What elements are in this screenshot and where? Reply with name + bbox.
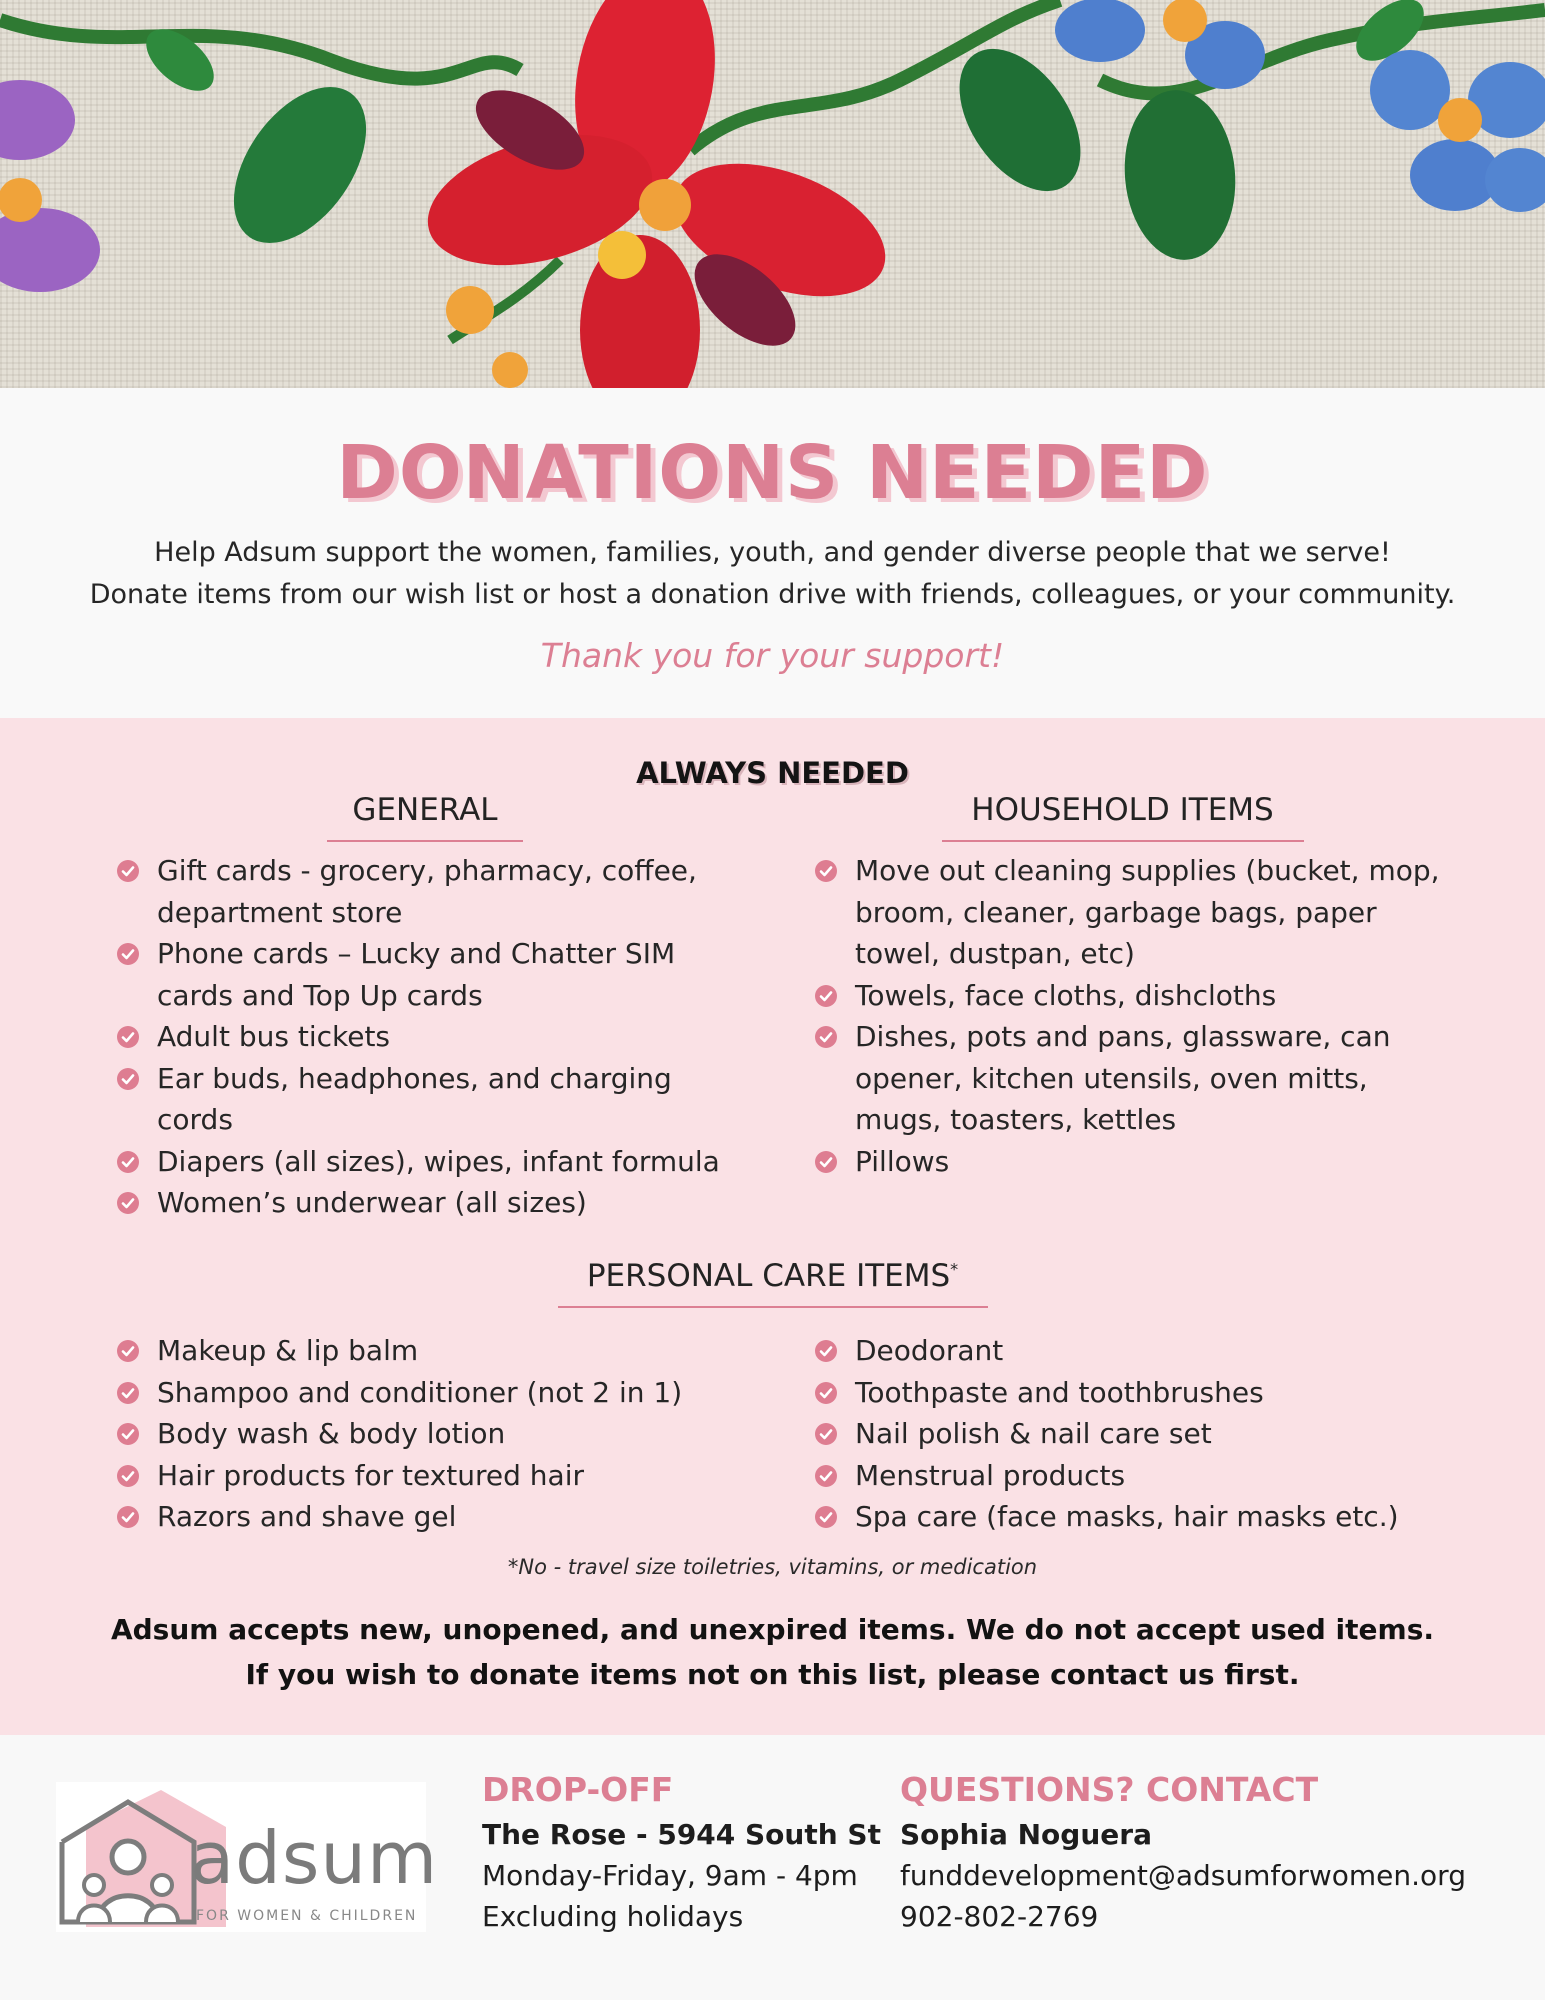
checkmark-icon bbox=[815, 860, 837, 882]
list-item-text: opener, kitchen utensils, oven mitts, bbox=[855, 1061, 1368, 1095]
list-item-text: Nail polish & nail care set bbox=[855, 1417, 1212, 1450]
list-item bbox=[815, 850, 1465, 975]
list-item bbox=[117, 1016, 737, 1058]
checkmark-icon bbox=[815, 1340, 837, 1362]
list-item-text: Toothpaste and toothbrushes bbox=[855, 1375, 1264, 1409]
checkmark-icon bbox=[117, 1423, 139, 1445]
list-item-text: Phone cards – Lucky and Chatter SIM bbox=[157, 937, 676, 970]
list-item bbox=[117, 1058, 737, 1141]
personal-care-right-list bbox=[815, 1330, 1465, 1538]
donation-policy bbox=[0, 1607, 1545, 1697]
dropoff-note: Excluding holidays bbox=[482, 1900, 744, 1933]
personal-care-heading-label: PERSONAL CARE ITEMS bbox=[586, 1258, 951, 1294]
list-item bbox=[815, 1016, 1465, 1141]
checkmark-icon bbox=[117, 1465, 139, 1487]
checkmark-icon bbox=[117, 943, 139, 965]
checkmark-icon bbox=[815, 1151, 837, 1173]
checkmark-icon bbox=[117, 860, 139, 882]
dropoff-hours: Monday-Friday, 9am - 4pm bbox=[482, 1859, 858, 1892]
list-item-text: Pillows bbox=[855, 1144, 950, 1178]
contact-name: Sophia Noguera bbox=[900, 1818, 1152, 1851]
household-list bbox=[815, 850, 1465, 1182]
list-item-text: Adult bus tickets bbox=[157, 1020, 391, 1053]
list-item-text: Women’s underwear (all sizes) bbox=[157, 1186, 587, 1219]
page-title: DONATIONS NEEDED bbox=[336, 430, 1209, 516]
contact-email[interactable]: funddevelopment@adsumforwomen.org bbox=[900, 1859, 1466, 1892]
checkmark-icon bbox=[117, 1340, 139, 1362]
contact-heading: QUESTIONS? CONTACT bbox=[900, 1770, 1319, 1809]
dropoff-location: The Rose - 5944 South St bbox=[482, 1818, 881, 1851]
list-item-text: mugs, toasters, kettles bbox=[855, 1103, 1177, 1136]
list-item-text: department store bbox=[157, 895, 403, 929]
heading-underline bbox=[558, 1306, 988, 1308]
list-item bbox=[117, 1413, 737, 1455]
floral-embroidery-illustration bbox=[0, 0, 1545, 388]
list-item bbox=[815, 1330, 1465, 1372]
household-heading bbox=[930, 792, 1315, 842]
list-item bbox=[117, 1141, 737, 1183]
checkmark-icon bbox=[815, 1465, 837, 1487]
list-item-text: Gift cards - grocery, pharmacy, coffee, bbox=[157, 854, 697, 887]
list-item bbox=[815, 1413, 1465, 1455]
thank-you-text: Thank you for your support! bbox=[540, 636, 1005, 675]
list-item-text: Towels, face cloths, dishcloths bbox=[855, 978, 1277, 1012]
logo-wordmark: adsum bbox=[190, 1816, 439, 1900]
checkmark-icon bbox=[815, 985, 837, 1007]
list-item-text: Deodorant bbox=[855, 1334, 1004, 1367]
list-item-text: cards and Top Up cards bbox=[157, 978, 483, 1012]
list-item-text: Dishes, pots and pans, glassware, can bbox=[855, 1020, 1391, 1053]
list-item bbox=[117, 933, 737, 1016]
personal-care-left-list bbox=[117, 1330, 737, 1538]
list-item bbox=[815, 1455, 1465, 1497]
list-item bbox=[117, 1330, 737, 1372]
checkmark-icon bbox=[815, 1423, 837, 1445]
logo-tagline: FOR WOMEN & CHILDREN bbox=[196, 1908, 418, 1924]
list-item-text: towel, dustpan, etc) bbox=[855, 937, 1135, 970]
list-item bbox=[117, 1455, 737, 1497]
general-list bbox=[117, 850, 737, 1224]
checkmark-icon bbox=[117, 1151, 139, 1173]
general-heading bbox=[320, 792, 530, 842]
list-item bbox=[117, 1372, 737, 1414]
policy-line: Adsum accepts new, unopened, and unexpired items. We do not accept used items. bbox=[110, 1613, 1435, 1646]
checkmark-icon bbox=[815, 1382, 837, 1404]
list-item bbox=[815, 1496, 1465, 1538]
list-item-text: Move out cleaning supplies (bucket, mop, bbox=[855, 854, 1440, 887]
checkmark-icon bbox=[815, 1026, 837, 1048]
list-item bbox=[815, 1372, 1465, 1414]
list-item bbox=[815, 1141, 1465, 1183]
personal-care-heading bbox=[555, 1258, 990, 1308]
checkmark-icon bbox=[117, 1192, 139, 1214]
dropoff-heading: DROP-OFF bbox=[482, 1770, 674, 1809]
embroidery-banner bbox=[0, 0, 1545, 388]
checkmark-icon bbox=[815, 1506, 837, 1528]
list-item-text: Body wash & body lotion bbox=[157, 1417, 506, 1450]
checkmark-icon bbox=[117, 1506, 139, 1528]
checkmark-icon bbox=[117, 1382, 139, 1404]
heading-underline bbox=[942, 840, 1304, 842]
list-item-text: Spa care (face masks, hair masks etc.) bbox=[855, 1500, 1399, 1533]
list-item bbox=[117, 1496, 737, 1538]
list-item bbox=[815, 975, 1465, 1017]
household-heading-label: HOUSEHOLD ITEMS bbox=[971, 792, 1274, 828]
list-item bbox=[117, 1182, 737, 1224]
list-item-text: Makeup & lip balm bbox=[157, 1334, 419, 1367]
list-item-text: Hair products for textured hair bbox=[157, 1458, 584, 1492]
footnote: *No - travel size toiletries, vitamins, or medication bbox=[507, 1555, 1038, 1579]
list-item-text: broom, cleaner, garbage bags, paper bbox=[855, 895, 1377, 929]
list-item-text: Menstrual products bbox=[855, 1458, 1126, 1492]
list-item-text: Razors and shave gel bbox=[157, 1500, 457, 1533]
general-heading-label: GENERAL bbox=[352, 792, 498, 828]
always-needed-heading: ALWAYS NEEDED bbox=[636, 756, 909, 790]
list-item-text: Shampoo and conditioner (not 2 in 1) bbox=[157, 1375, 683, 1409]
list-item-text: Ear buds, headphones, and charging bbox=[157, 1061, 672, 1095]
intro-line: Help Adsum support the women, families, youth, and gender diverse people that we serve! bbox=[154, 537, 1391, 568]
heading-underline bbox=[327, 840, 523, 842]
list-item-text: cords bbox=[157, 1103, 233, 1136]
intro-text bbox=[0, 532, 1545, 616]
intro-line: Donate items from our wish list or host a donation drive with friends, colleagues, or your community. bbox=[89, 579, 1456, 610]
list-item bbox=[117, 850, 737, 933]
policy-line: If you wish to donate items not on this list, please contact us first. bbox=[245, 1658, 1300, 1691]
list-item-text: Diapers (all sizes), wipes, infant formula bbox=[157, 1144, 720, 1178]
contact-phone[interactable]: 902-802-2769 bbox=[900, 1900, 1099, 1933]
checkmark-icon bbox=[117, 1068, 139, 1090]
footnote-marker: * bbox=[950, 1259, 959, 1279]
checkmark-icon bbox=[117, 1026, 139, 1048]
